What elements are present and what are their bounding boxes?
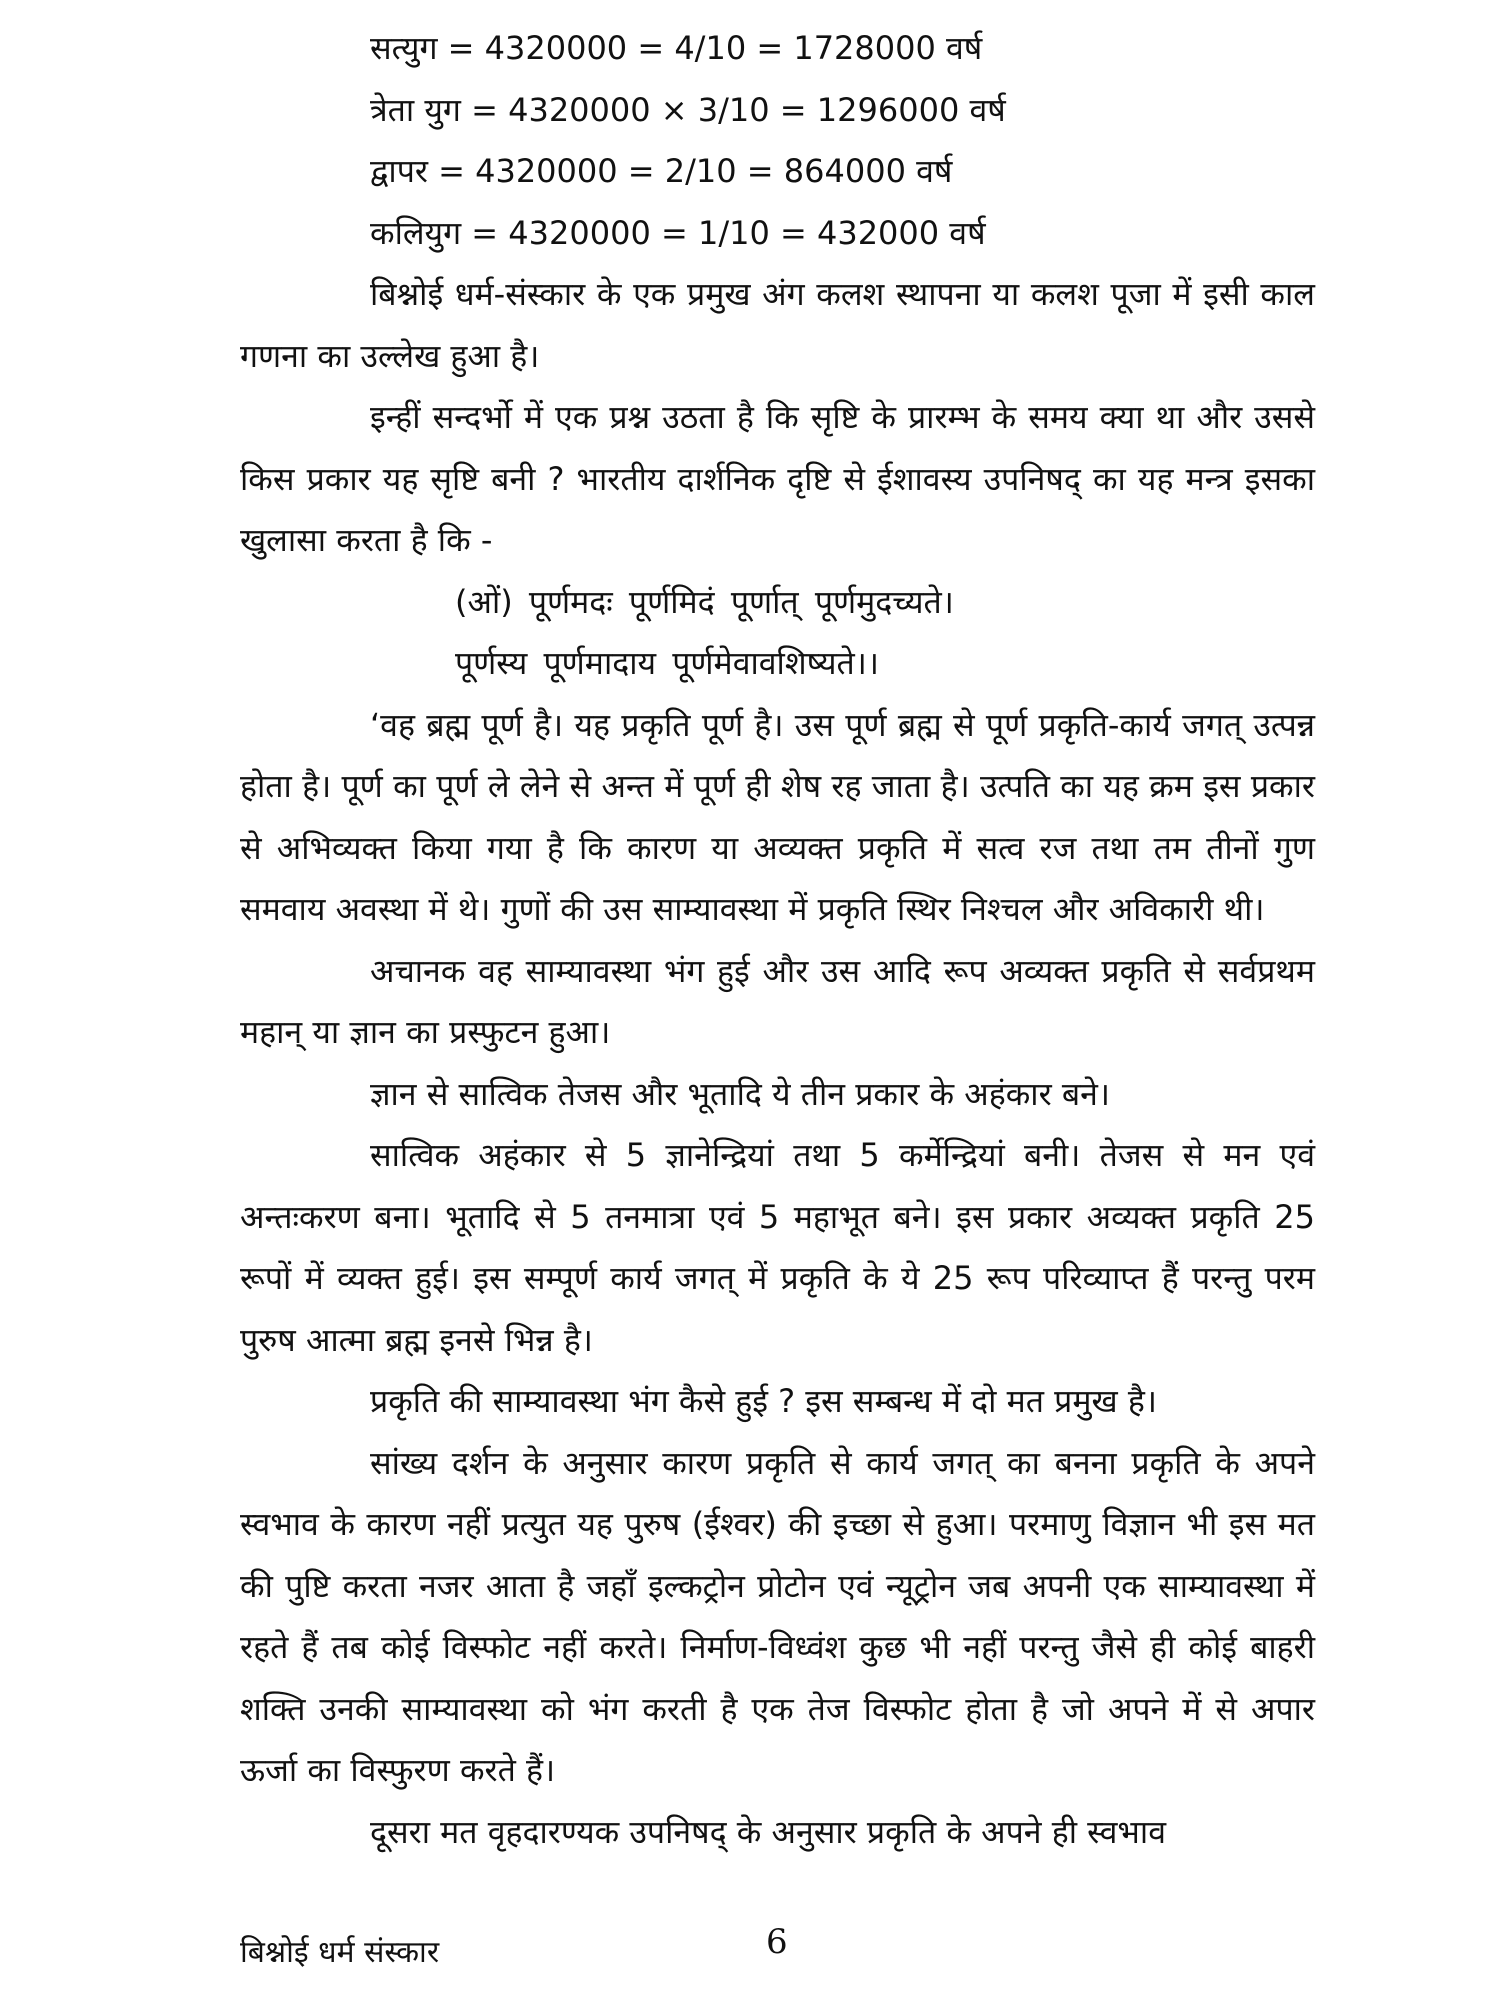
equation-treta: त्रेता युग = 4320000 × 3/10 = 1296000 वर्ष (370, 90, 1006, 129)
paragraph-equilibrium-broken: अचानक वह साम्यावस्था भंग हुई और उस आदि रूप अव्यक्त प्रकृति से सर्वप्रथम महान् या ज्ञान का प्रस्फुटन हुआ। (240, 951, 1315, 1051)
paragraph-question: इन्हीं सन्दर्भो में एक प्रश्न उठता है कि सृष्टि के प्रारम्भ के समय क्या था और उससे किस प्रकार यह सृष्टि बनी ? भारतीय दार्शनिक दृष्टि से ईशावस्य उपनिषद् का यह मन्त्र इसका खुलासा करता है कि - (240, 398, 1315, 559)
verse-line-1: (ओं) पूर्णमदः पूर्णमिदं पूर्णात् पूर्णमुदच्यते। (455, 582, 954, 621)
page-number: 6 (766, 1922, 788, 1962)
equation-dwapar: द्वापर = 4320000 = 2/10 = 864000 वर्ष (370, 152, 953, 190)
paragraph-kalash: बिश्नोई धर्म-संस्कार के एक प्रमुख अंग कलश स्थापना या कलश पूजा में इसी काल गणना का उल्लेख हुआ है। (240, 275, 1315, 375)
paragraph-ahankar: ज्ञान से सात्विक तेजस और भूतादि ये तीन प्रकार के अहंकार बने। (370, 1074, 1111, 1113)
verse-line-2: पूर्णस्य पूर्णमादाय पूर्णमेवावशिष्यते।। (455, 644, 880, 682)
paragraph-brahma: ‘वह ब्रह्म पूर्ण है। यह प्रकृति पूर्ण है। उस पूर्ण ब्रह्म से पूर्ण प्रकृति-कार्य जगत् उत्पन्न होता है। पूर्ण का पूर्ण ले लेने से अन्त में पूर्ण ही शेष रह जाता है। उत्पति का यह क्रम इस प्रकार से अभिव्यक्त किया गया है कि कारण या अव्यक्त प्रकृति में सत्व रज तथा तम तीनों गुण समवाय अवस्था में थे। गुणों की उस साम्यावस्था में प्रकृति स्थिर निश्चल और अविकारी थी। (240, 705, 1315, 928)
paragraph-second-view: दूसरा मत वृहदारण्यक उपनिषद् के अनुसार प्रकृति के अपने ही स्वभाव (370, 1812, 1166, 1851)
equation-satyug: सत्युग = 4320000 = 4/10 = 1728000 वर्ष (370, 29, 983, 67)
footer-book-title: बिश्नोई धर्म संस्कार (240, 1935, 440, 1970)
paragraph-sankhya: सांख्य दर्शन के अनुसार कारण प्रकृति से कार्य जगत् का बनना प्रकृति के अपने स्वभाव के कारण नहीं प्रत्युत यह पुरुष (ईश्वर) की इच्छा से हुआ। परमाणु विज्ञान भी इस मत की पुष्टि करता नजर आता है जहाँ इल्कट्रोन प्रोटोन एवं न्यूट्रोन जब अपनी एक साम्यावस्था में रहते हैं तब कोई विस्फोट नहीं करते। निर्माण-विध्वंश कुछ भी नहीं परन्तु जैसे ही कोई बाहरी शक्ति उनकी साम्यावस्था को भंग करती है एक तेज विस्फोट होता है जो अपने में से अपार ऊर्जा का विस्फुरण करते हैं। (240, 1443, 1315, 1789)
paragraph-two-views: प्रकृति की साम्यावस्था भंग कैसे हुई ? इस सम्बन्ध में दो मत प्रमुख है। (370, 1382, 1157, 1420)
equation-kaliyug: कलियुग = 4320000 = 1/10 = 432000 वर्ष (370, 213, 986, 252)
body-text (240, 18, 1315, 1863)
paragraph-indriyas: सात्विक अहंकार से 5 ज्ञानेन्द्रियां तथा 5 कर्मेन्द्रियां बनी। तेजस से मन एवं अन्तःकरण बना। भूतादि से 5 तनमात्रा एवं 5 महाभूत बने। इस प्रकार अव्यक्त प्रकृति 25 रूपों में व्यक्त हुई। इस सम्पूर्ण कार्य जगत् में प्रकृति के ये 25 रूप परिव्याप्त हैं परन्तु परम पुरुष आत्मा ब्रह्म इनसे भिन्न है। (240, 1136, 1315, 1359)
